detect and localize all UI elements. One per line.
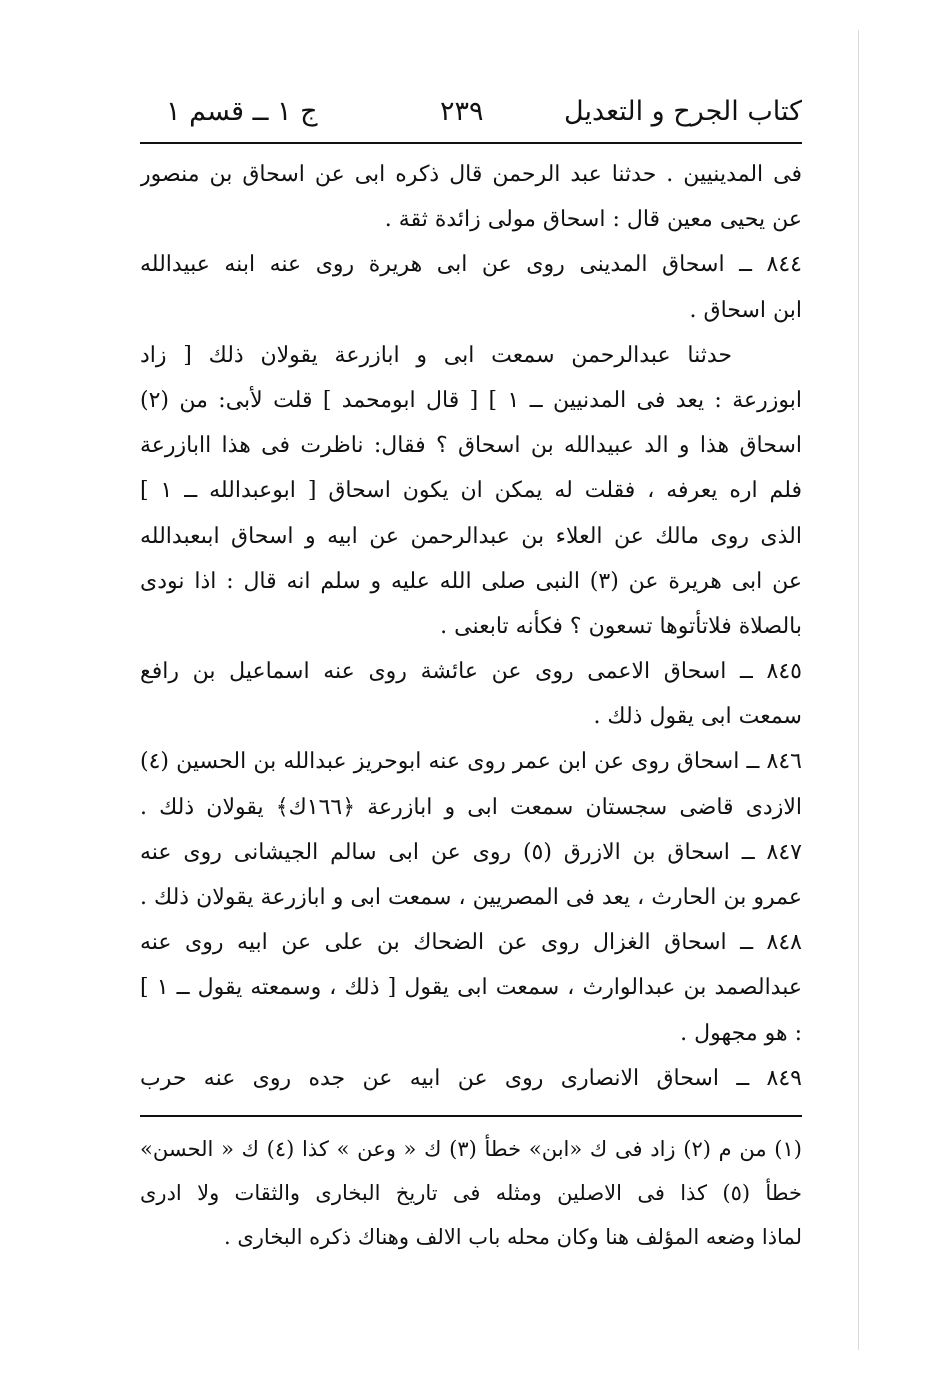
running-header — [140, 90, 802, 144]
text-line: عمرو بن الحارث ، يعد فى المصريين ، سمعت ابى و ابازرعة يقولان ذلك . — [140, 885, 802, 910]
footnote-line: (١) من م (٢) زاد فى ك «ابن» خطأ (٣) ك « وعن » كذا (٤) ك « الحسن» — [140, 1136, 802, 1161]
footnotes — [140, 1127, 802, 1259]
text-line: سمعت ابى يقول ذلك . — [593, 704, 802, 730]
entry-848: ٨٤٨ ــ اسحاق الغزال روى عن الضحاك بن على عن ابيه روى عنه — [140, 930, 802, 956]
entry-849: ٨٤٩ ــ اسحاق الانصارى روى عن ابيه عن جده روى عنه حرب — [140, 1065, 802, 1091]
text-line: عبدالصمد بن عبدالوارث ، سمعت ابى يقول [ ذلك ، وسمعته يقول ــ ١ ] — [140, 975, 802, 1001]
footnote-line: خطأ (٥) كذا فى الاصلين ومثله فى تاريخ البخارى والثقات ولا ادرى — [140, 1180, 802, 1205]
text-line: ابوزرعة : يعد فى المدنيين ــ ١ ] [ قال ابومحمد ] قلت لأبى: من (٢) — [140, 387, 802, 413]
text-line: ابن اسحاق . — [689, 297, 802, 323]
text-line: فى المدينيين . حدثنا عبد الرحمن قال ذكره ابى عن اسحاق بن منصور — [140, 162, 802, 187]
entry-846: ٨٤٦ ــ اسحاق روى عن ابن عمر روى عنه ابوحريز عبدالله بن الحسين (٤) — [140, 749, 802, 775]
entry-845: ٨٤٥ ــ اسحاق الاعمى روى عن عائشة روى عنه اسماعيل بن رافع — [140, 659, 802, 685]
book-title: كتاب الجرح و التعديل — [564, 96, 802, 127]
text-line: اسحاق هذا و الد عبيدالله بن اسحاق ؟ فقال: ناظرت فى هذا اابازرعة — [140, 433, 802, 459]
book-page — [140, 90, 802, 1290]
text-line: : هو مجهول . — [680, 1020, 802, 1046]
text-line: بالصلاة فلاتأتوها تسعون ؟ فكأنه تابعنى . — [440, 613, 802, 639]
text-line: الذى روى مالك عن العلاء بن عبدالرحمن عن ابيه و اسحاق ابىعبدالله — [140, 523, 802, 549]
page-edge-line — [858, 30, 859, 1350]
footnote-divider — [140, 1115, 802, 1117]
text-line: حدثنا عبدالرحمن سمعت ابى و ابازرعة يقولان ذلك [ زاد — [140, 342, 732, 368]
volume-label: ج ١ ــ قسم ١ — [166, 96, 318, 127]
entry-844: ٨٤٤ ــ اسحاق المدينى روى عن ابى هريرة روى عنه ابنه عبيدالله — [140, 252, 802, 278]
text-line: عن ابى هريرة عن (٣) النبى صلى الله عليه و سلم انه قال : اذا نودى — [140, 568, 802, 594]
main-text — [140, 152, 802, 1101]
text-line: الازدى قاضى سجستان سمعت ابى و ابازرعة ﴿١٦٦ك﴾ يقولان ذلك . — [140, 794, 802, 820]
text-line: فلم اره يعرفه ، فقلت له يمكن ان يكون اسحاق [ ابوعبدالله ــ ١ ] — [140, 478, 802, 504]
page-number: ٢٣٩ — [440, 96, 484, 127]
text-line: عن يحيى معين قال : اسحاق مولى زائدة ثقة . — [384, 207, 802, 233]
footnote-line: لماذا وضعه المؤلف هنا وكان محله باب الالف وهناك ذكره البخارى . — [224, 1224, 802, 1249]
entry-847: ٨٤٧ ــ اسحاق بن الازرق (٥) روى عن ابى سالم الجيشانى روى عنه — [140, 839, 802, 865]
